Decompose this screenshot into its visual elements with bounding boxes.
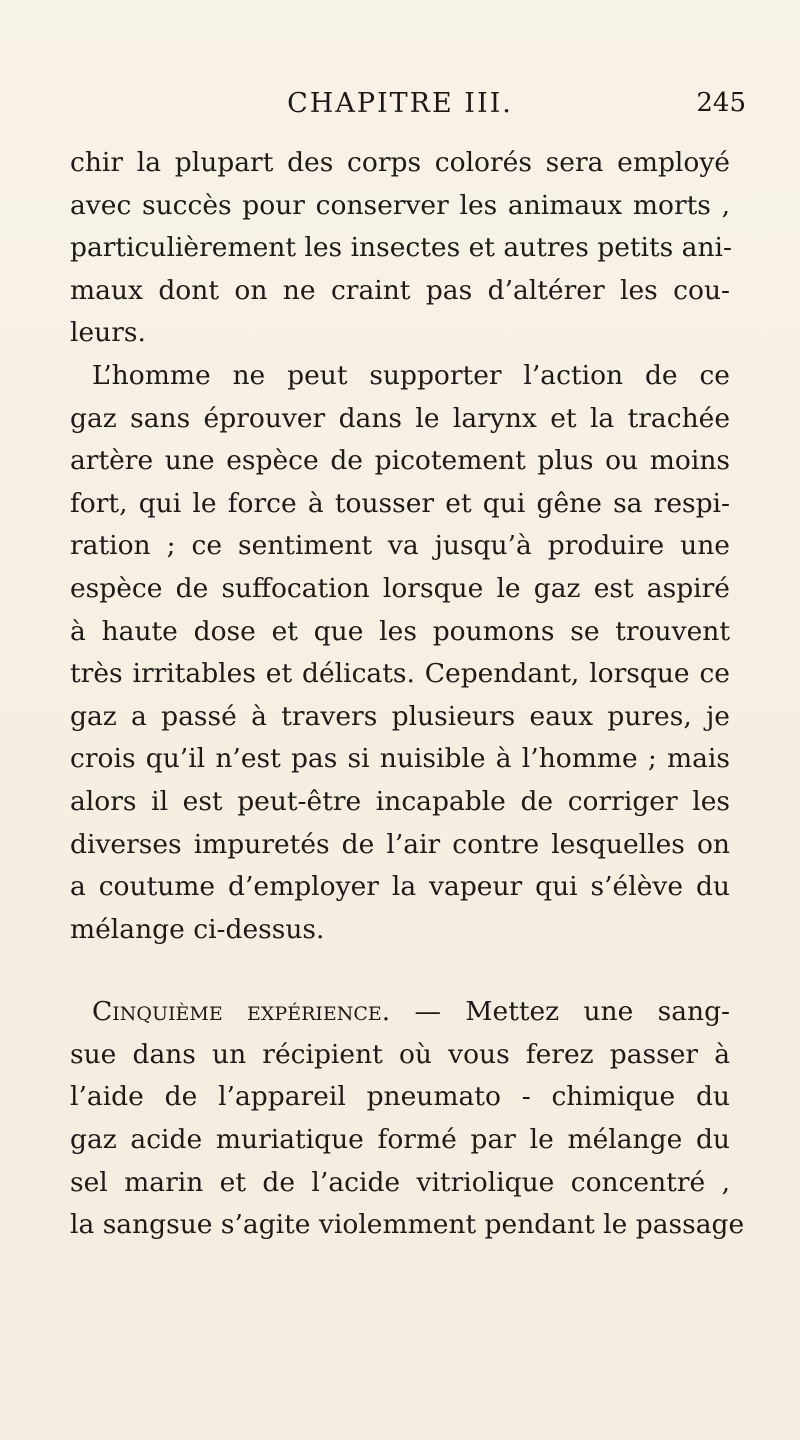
text-line — [70, 991, 730, 1034]
text-line: sel marin et de l’acide vitriolique concentré , — [70, 1166, 730, 1198]
text-line: crois qu’il n’est pas si nuisible à l’homme ; mais — [70, 743, 730, 775]
text-line: espèce de suffocation lorsque le gaz est aspiré — [70, 572, 730, 604]
text-line: a coutume d’employer la vapeur qui s’élève du — [70, 871, 730, 903]
text-line: à haute dose et que les poumons se trouvent — [70, 615, 730, 647]
body-text — [70, 142, 745, 1247]
text-line: avec succès pour conserver les animaux morts , — [70, 189, 730, 221]
text-line: L’homme ne peut supporter l’action de ce — [92, 359, 730, 391]
text-line: artère une espèce de picotement plus ou moins — [70, 445, 730, 477]
experiment-heading: Cinquième expérience. — [92, 996, 391, 1028]
text-line: gaz sans éprouver dans le larynx et la trachée — [70, 402, 730, 434]
paragraph-3 — [70, 991, 745, 1247]
text-line: particulièrement les insectes et autres petits ani- — [70, 232, 732, 264]
text-line: leurs. — [70, 317, 146, 349]
text-line: gaz a passé à travers plusieurs eaux pures, je — [70, 700, 730, 732]
text-line: mélange ci-dessus. — [70, 913, 325, 945]
paragraph-gap — [70, 951, 730, 991]
paragraph-1 — [70, 142, 730, 355]
text-line: gaz acide muriatique formé par le mélange du — [70, 1124, 730, 1156]
text-line: l’aide de l’appareil pneumato - chimique du — [70, 1081, 730, 1113]
text-span: — Mettez une sang- — [414, 996, 730, 1028]
paragraph-2 — [70, 355, 730, 951]
text-line: sue dans un récipient où vous ferez passer à — [70, 1038, 730, 1070]
text-line: fort, qui le force à tousser et qui gêne sa respi- — [70, 487, 730, 519]
text-line: la sangsue s’agite violemment pendant le passage — [70, 1209, 745, 1241]
page-number: 245 — [696, 88, 746, 118]
chapter-title: CHAPITRE III. — [287, 88, 513, 119]
text-line: chir la plupart des corps colorés sera employé — [70, 147, 730, 178]
text-line: diverses impuretés de l’air contre lesquelles on — [70, 828, 730, 860]
text-line: ration ; ce sentiment va jusqu’à produire une — [70, 530, 730, 562]
running-header — [0, 88, 800, 128]
text-line: très irritables et délicats. Cependant, lorsque ce — [70, 658, 730, 690]
text-line: alors il est peut-être incapable de corriger les — [70, 785, 730, 817]
text-line: maux dont on ne craint pas d’altérer les cou- — [70, 274, 730, 306]
